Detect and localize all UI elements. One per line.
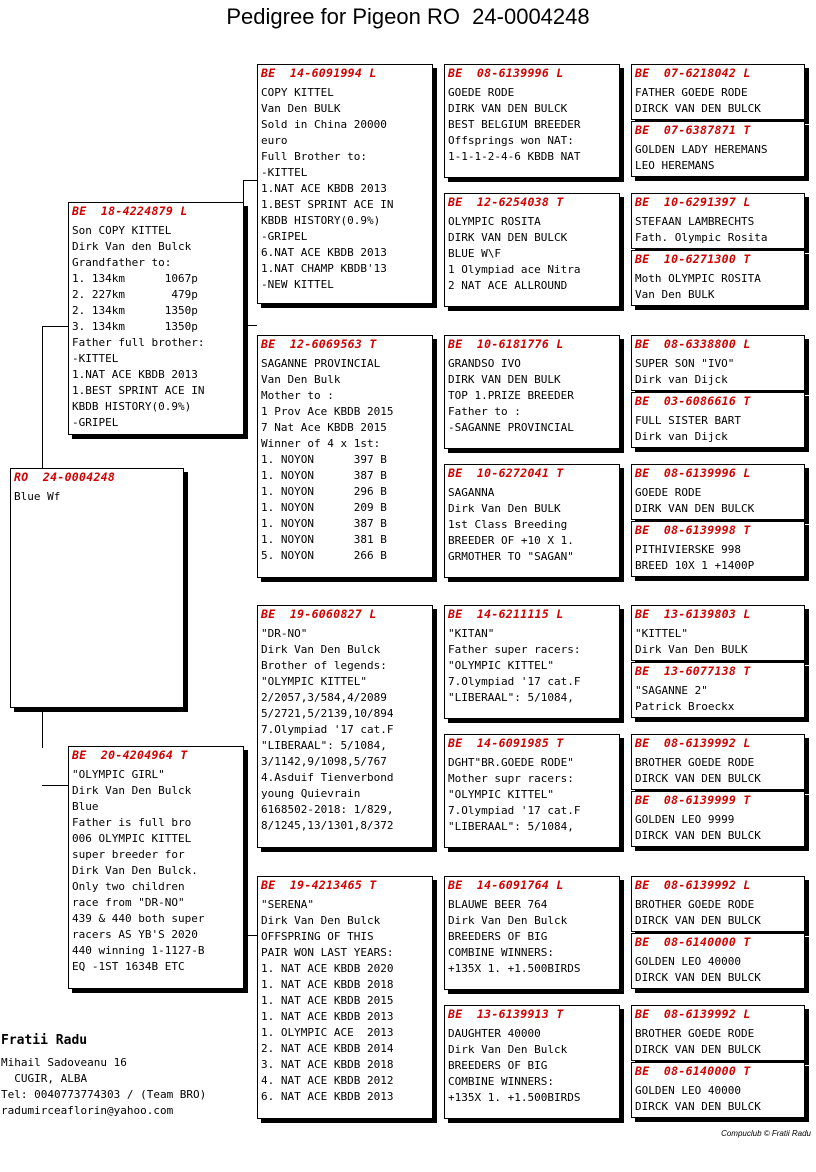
pigeon-info-line: GRMOTHER TO "SAGAN" <box>448 550 574 563</box>
pigeon-info-line: Grandfather to: <box>72 256 172 269</box>
pigeon-info-line: Father to : <box>448 405 521 418</box>
pigeon-info-line: TOP 1.PRIZE BREEDER <box>448 389 574 402</box>
connector-line <box>243 180 257 181</box>
pigeon-info-line: Dirk Van Den BULK <box>448 502 561 515</box>
pigeon-card-dam <box>68 746 244 989</box>
pigeon-info-line: 3. 134km 1350p <box>72 320 198 333</box>
pigeon-info-line: STEFAAN LAMBRECHTS <box>635 215 755 228</box>
pigeon-info-line: 1 Prov Ace KBDB 2015 <box>261 405 394 418</box>
ring-number: BE 10-6291397 L <box>635 195 751 209</box>
pigeon-info-line: OFFSPRING OF THIS <box>261 930 374 943</box>
ring-number: RO 24-0004248 <box>14 470 116 484</box>
pigeon-info-line: GOLDEN LEO 40000 <box>635 1084 741 1097</box>
pigeon-info-line: "KITTEL" <box>635 627 688 640</box>
ring-number: BE 07-6387871 T <box>635 123 751 137</box>
ring-number: BE 10-6272041 T <box>448 466 564 480</box>
pigeon-info-line: "DR-NO" <box>261 627 308 640</box>
pigeon-info-line: 7.Olympiad '17 cat.F <box>261 723 394 736</box>
ring-number: BE 08-6139996 L <box>448 66 564 80</box>
pigeon-info-line: 3. NAT ACE KBDB 2018 <box>261 1058 394 1071</box>
pigeon-info-line: 1. 134km 1067p <box>72 272 198 285</box>
pigeon-info-line: "OLYMPIC KITTEL" <box>448 788 554 801</box>
pigeon-card-ddsd <box>631 933 805 989</box>
pigeon-card-ddd <box>444 1005 620 1119</box>
ring-number: BE 08-6139992 L <box>635 1007 751 1021</box>
pigeon-info-line: BROTHER GOEDE RODE <box>635 1027 755 1040</box>
owner-block <box>1 1033 206 1119</box>
footer-credit: Compuclub © Fratii Radu <box>721 1129 811 1138</box>
pigeon-info-line: Father full brother: <box>72 336 205 349</box>
pigeon-info-line: BROTHER GOEDE RODE <box>635 756 755 769</box>
pigeon-info-line: GOEDE RODE <box>448 86 515 99</box>
pigeon-info-line: Blue <box>72 800 99 813</box>
ring-number: BE 14-6091985 T <box>448 736 564 750</box>
pigeon-info-line: Sold in China 20000 <box>261 118 387 131</box>
pigeon-info-line: 1. NOYON 209 B <box>261 501 387 514</box>
pigeon-info-line: 439 & 440 both super <box>72 912 205 925</box>
pigeon-info-line: +135X 1. +1.500BIRDS <box>448 1091 581 1104</box>
connector-line <box>42 326 69 327</box>
owner-name: Fratii Radu <box>1 1033 88 1048</box>
pigeon-info-line: Dirk Van Den Bulck <box>448 1043 568 1056</box>
ring-number: BE 03-6086616 T <box>635 394 751 408</box>
pigeon-info-line: Fath. Olympic Rosita <box>635 231 768 244</box>
pigeon-info-line: Only two children <box>72 880 185 893</box>
pigeon-info-line: 5. NOYON 266 B <box>261 549 387 562</box>
ring-number: BE 14-6211115 L <box>448 607 564 621</box>
pigeon-info-line: "LIBERAAL": 5/1084, <box>261 739 387 752</box>
pigeon-info-line: Dirk van Dijck <box>635 430 728 443</box>
pigeon-info-line: Father is full bro <box>72 816 192 829</box>
pigeon-card-dsd <box>444 734 620 848</box>
ring-number: BE 08-6139992 L <box>635 736 751 750</box>
pigeon-card-sd <box>257 335 433 578</box>
pigeon-info-line: DIRCK VAN DEN BULCK <box>635 971 761 984</box>
pigeon-info-line: 6. NAT ACE KBDB 2013 <box>261 1090 394 1103</box>
ring-number: BE 13-6139803 L <box>635 607 751 621</box>
pigeon-card-root <box>10 468 184 708</box>
pigeon-info-line: PAIR WON LAST YEARS: <box>261 946 394 959</box>
pigeon-info-line: 7.Olympiad '17 cat.F <box>448 804 581 817</box>
pigeon-info-line: GOEDE RODE <box>635 486 702 499</box>
pigeon-info-line: "OLYMPIC KITTEL" <box>261 675 367 688</box>
ring-number: BE 20-4204964 T <box>72 748 188 762</box>
pigeon-info-line: DIRK VAN DEN BULCK <box>448 102 568 115</box>
pigeon-info-line: -GRIPEL <box>72 416 119 429</box>
pigeon-info-line: GRANDSO IVO <box>448 357 521 370</box>
ring-number: BE 14-6091764 L <box>448 878 564 892</box>
pigeon-info-line: KBDB HISTORY(0.9%) <box>72 400 192 413</box>
pigeon-info-line: 1.BEST SPRINT ACE IN <box>72 384 205 397</box>
pigeon-info-line: "LIBERAAL": 5/1084, <box>448 820 574 833</box>
pigeon-info-line: 2. 227km 479p <box>72 288 198 301</box>
pigeon-card-dsds <box>631 734 805 790</box>
pigeon-info-line: young Quievrain <box>261 787 361 800</box>
pigeon-info-line: 7.Olympiad '17 cat.F <box>448 675 581 688</box>
pigeon-info-line: 2/2057,3/584,4/2089 <box>261 691 387 704</box>
pigeon-info-line: BROTHER GOEDE RODE <box>635 898 755 911</box>
pigeon-info-line: 1.NAT ACE KBDB 2013 <box>72 368 198 381</box>
pigeon-info-line: LEO HEREMANS <box>635 159 715 172</box>
pigeon-info-line: BLUE W\F <box>448 247 501 260</box>
pigeon-info-line: 1. NOYON 397 B <box>261 453 387 466</box>
pigeon-info-line: 4. NAT ACE KBDB 2012 <box>261 1074 394 1087</box>
pigeon-info-line: -SAGANNE PROVINCIAL <box>448 421 574 434</box>
pigeon-card-ddss <box>631 876 805 932</box>
pigeon-info-line: "KITAN" <box>448 627 495 640</box>
pigeon-info-line: COMBINE WINNERS: <box>448 946 554 959</box>
pigeon-card-dds <box>444 876 620 990</box>
pigeon-card-ss <box>257 64 433 304</box>
pigeon-info-line: Dirk Van Den Bulck <box>72 784 192 797</box>
pigeon-card-sss <box>444 64 620 178</box>
pigeon-info-line: GOLDEN LADY HEREMANS <box>635 143 768 156</box>
pigeon-info-line: Moth OLYMPIC ROSITA <box>635 272 761 285</box>
pigeon-info-line: Dirk Van den Bulck <box>72 240 192 253</box>
pigeon-info-line: FULL SISTER BART <box>635 414 741 427</box>
pigeon-info-line: 1 Olympiad ace Nitra <box>448 263 581 276</box>
owner-email-line: radumirceaflorin@yahoo.com <box>1 1104 174 1117</box>
pigeon-info-line: 1. NAT ACE KBDB 2015 <box>261 994 394 1007</box>
pigeon-info-line: 6.NAT ACE KBDB 2013 <box>261 246 387 259</box>
ring-number: BE 13-6077138 T <box>635 664 751 678</box>
ring-number: BE 08-6139992 L <box>635 878 751 892</box>
pigeon-info-line: Father super racers: <box>448 643 581 656</box>
pigeon-info-line: SAGANNA <box>448 486 495 499</box>
pigeon-card-dsss <box>631 605 805 661</box>
pigeon-info-line: Dirk Van Den Bulck. <box>72 864 198 877</box>
pigeon-info-line: -KITTEL <box>261 166 308 179</box>
owner-phone-line: Tel: 0040773774303 / (Team BRO) <box>1 1088 207 1101</box>
pigeon-card-ssds <box>631 193 805 249</box>
pigeon-info-line: 1-1-1-2-4-6 KBDB NAT <box>448 150 581 163</box>
pigeon-info-line: PITHIVIERSKE 998 <box>635 543 741 556</box>
pigeon-info-line: BREEDERS OF BIG <box>448 930 548 943</box>
connector-line <box>243 935 257 936</box>
connector-line <box>42 785 69 786</box>
pigeon-card-sddd <box>631 521 805 577</box>
pigeon-card-dsdd <box>631 791 805 847</box>
pigeon-info-line: "OLYMPIC KITTEL" <box>448 659 554 672</box>
pigeon-info-line: KBDB HISTORY(0.9%) <box>261 214 381 227</box>
pigeon-info-line: 1. NAT ACE KBDB 2013 <box>261 1010 394 1023</box>
pigeon-info-line: DIRCK VAN DEN BULCK <box>635 102 761 115</box>
owner-city-line: CUGIR, ALBA <box>1 1072 88 1085</box>
pigeon-info-line: euro <box>261 134 288 147</box>
pigeon-info-line: DIRCK VAN DEN BULCK <box>635 1043 761 1056</box>
pigeon-info-line: 3/1142,9/1098,5/767 <box>261 755 387 768</box>
pigeon-info-line: 2. 134km 1350p <box>72 304 198 317</box>
pigeon-card-sdss <box>631 335 805 391</box>
pigeon-info-line: racers AS YB'S 2020 <box>72 928 198 941</box>
pigeon-info-line: GOLDEN LEO 40000 <box>635 955 741 968</box>
pigeon-card-sdds <box>631 464 805 520</box>
pigeon-info-line: 1. NAT ACE KBDB 2020 <box>261 962 394 975</box>
pigeon-info-line: SUPER SON "IVO" <box>635 357 735 370</box>
pigeon-info-line: "LIBERAAL": 5/1084, <box>448 691 574 704</box>
pigeon-info-line: Van Den Bulk <box>261 373 341 386</box>
ring-number: BE 10-6271300 T <box>635 252 751 266</box>
connector-line <box>42 710 43 748</box>
pigeon-info-line: COPY KITTEL <box>261 86 334 99</box>
ring-number: BE 18-4224879 L <box>72 204 188 218</box>
connector-line <box>243 325 257 326</box>
ring-number: BE 08-6139999 T <box>635 793 751 807</box>
pigeon-card-ds <box>257 605 433 848</box>
pigeon-info-line: 1st Class Breeding <box>448 518 568 531</box>
pigeon-info-line: Blue Wf <box>14 490 61 503</box>
pigeon-card-sire <box>68 202 244 435</box>
pigeon-info-line: Patrick Broeckx <box>635 700 735 713</box>
pigeon-info-line: Mother supr racers: <box>448 772 574 785</box>
pigeon-info-line: Van Den BULK <box>635 288 715 301</box>
pigeon-card-dssd <box>631 662 805 718</box>
ring-number: BE 08-6140000 T <box>635 935 751 949</box>
pigeon-info-line: Son COPY KITTEL <box>72 224 172 237</box>
pigeon-info-line: 1. NAT ACE KBDB 2018 <box>261 978 394 991</box>
pigeon-info-line: DIRCK VAN DEN BULCK <box>635 772 761 785</box>
pigeon-info-line: DIRK VAN DEN BULCK <box>448 231 568 244</box>
pigeon-info-line: 006 OLYMPIC KITTEL <box>72 832 192 845</box>
pigeon-info-line: 5/2721,5/2139,10/894 <box>261 707 394 720</box>
pigeon-info-line: Winner of 4 x 1st: <box>261 437 381 450</box>
pigeon-info-line: BEST BELGIUM BREEDER <box>448 118 581 131</box>
page-title: Pedigree for Pigeon RO 24-0004248 <box>226 4 590 29</box>
pigeon-info-line: 4.Asduif Tienverbond <box>261 771 394 784</box>
pigeon-info-line: DIRCK VAN DEN BULCK <box>635 1100 761 1113</box>
pigeon-info-line: -KITTEL <box>72 352 119 365</box>
pigeon-info-line: Mother to : <box>261 389 334 402</box>
pigeon-info-line: 6168502-2018: 1/829, <box>261 803 394 816</box>
pigeon-info-line: 2. NAT ACE KBDB 2014 <box>261 1042 394 1055</box>
pigeon-info-line: COMBINE WINNERS: <box>448 1075 554 1088</box>
pigeon-info-line: 1. NOYON 381 B <box>261 533 387 546</box>
pigeon-info-line: DIRK VAN DEN BULK <box>448 373 561 386</box>
pigeon-info-line: Van Den BULK <box>261 102 341 115</box>
ring-number: BE 12-6254038 T <box>448 195 564 209</box>
pigeon-info-line: BLAUWE BEER 764 <box>448 898 548 911</box>
pigeon-info-line: Full Brother to: <box>261 150 367 163</box>
owner-address-line: Mihail Sadoveanu 16 <box>1 1056 127 1069</box>
pigeon-info-line: 1. NOYON 387 B <box>261 517 387 530</box>
pigeon-info-line: 1. OLYMPIC ACE 2013 <box>261 1026 394 1039</box>
pigeon-info-line: DIRK VAN DEN BULCK <box>635 502 755 515</box>
pigeon-info-line: Offsprings won NAT: <box>448 134 574 147</box>
pigeon-info-line: Dirk Van Den Bulck <box>261 914 381 927</box>
ring-number: BE 08-6139998 T <box>635 523 751 537</box>
pigeon-info-line: "SAGANNE 2" <box>635 684 708 697</box>
pigeon-card-ssdd <box>631 250 805 306</box>
pigeon-card-sds <box>444 335 620 449</box>
pigeon-info-line: -NEW KITTEL <box>261 278 334 291</box>
pigeon-info-line: BREEDER OF +10 X 1. <box>448 534 574 547</box>
ring-number: BE 12-6069563 T <box>261 337 377 351</box>
pigeon-info-line: 440 winning 1-1127-B <box>72 944 205 957</box>
ring-number: BE 13-6139913 T <box>448 1007 564 1021</box>
pigeon-card-ssd <box>444 193 620 307</box>
pigeon-info-line: 1.NAT CHAMP KBDB'13 <box>261 262 387 275</box>
ring-number: BE 10-6181776 L <box>448 337 564 351</box>
pigeon-info-line: OLYMPIC ROSITA <box>448 215 541 228</box>
pigeon-info-line: +135X 1. +1.500BIRDS <box>448 962 581 975</box>
pigeon-card-ddds <box>631 1005 805 1061</box>
connector-line <box>42 326 43 469</box>
pigeon-info-line: EQ -1ST 1634B ETC <box>72 960 185 973</box>
pigeon-info-line: -GRIPEL <box>261 230 308 243</box>
pigeon-info-line: 7 Nat Ace KBDB 2015 <box>261 421 387 434</box>
pigeon-card-sdsd <box>631 392 805 448</box>
pigeon-info-line: Dirk Van Den BULK <box>635 643 748 656</box>
pigeon-info-line: DGHT"BR.GOEDE RODE" <box>448 756 574 769</box>
pigeon-card-ssss <box>631 64 805 120</box>
pigeon-info-line: BREED 10X 1 +1400P <box>635 559 755 572</box>
pigeon-info-line: 1.BEST SPRINT ACE IN <box>261 198 394 211</box>
pigeon-info-line: Dirk Van Den Bulck <box>448 914 568 927</box>
pigeon-card-sssd <box>631 121 805 177</box>
pigeon-info-line: 2 NAT ACE ALLROUND <box>448 279 568 292</box>
pigeon-card-dd <box>257 876 433 1119</box>
pigeon-info-line: 1.NAT ACE KBDB 2013 <box>261 182 387 195</box>
pigeon-info-line: FATHER GOEDE RODE <box>635 86 748 99</box>
pigeon-info-line: Dirk Van Den Bulck <box>261 643 381 656</box>
pigeon-info-line: SAGANNE PROVINCIAL <box>261 357 381 370</box>
pigeon-info-line: 1. NOYON 296 B <box>261 485 387 498</box>
pigeon-info-line: Brother of legends: <box>261 659 387 672</box>
ring-number: BE 08-6139996 L <box>635 466 751 480</box>
pigeon-info-line: BREEDERS OF BIG <box>448 1059 548 1072</box>
ring-number: BE 08-6338800 L <box>635 337 751 351</box>
pigeon-info-line: "OLYMPIC GIRL" <box>72 768 165 781</box>
ring-number: BE 19-4213465 T <box>261 878 377 892</box>
ring-number: BE 14-6091994 L <box>261 66 377 80</box>
pigeon-info-line: Dirk van Dijck <box>635 373 728 386</box>
ring-number: BE 19-6060827 L <box>261 607 377 621</box>
pigeon-info-line: DAUGHTER 40000 <box>448 1027 541 1040</box>
pigeon-info-line: race from "DR-NO" <box>72 896 185 909</box>
pigeon-info-line: DIRCK VAN DEN BULCK <box>635 829 761 842</box>
pigeon-info-line: DIRCK VAN DEN BULCK <box>635 914 761 927</box>
ring-number: BE 08-6140000 T <box>635 1064 751 1078</box>
pigeon-info-line: 8/1245,13/1301,8/372 <box>261 819 394 832</box>
pigeon-info-line: super breeder for <box>72 848 185 861</box>
pigeon-info-line: GOLDEN LEO 9999 <box>635 813 735 826</box>
ring-number: BE 07-6218042 L <box>635 66 751 80</box>
pigeon-card-dss <box>444 605 620 719</box>
pigeon-info-line: 1. NOYON 387 B <box>261 469 387 482</box>
pigeon-info-line: "SERENA" <box>261 898 314 911</box>
pigeon-card-dddd <box>631 1062 805 1118</box>
pigeon-card-sdd <box>444 464 620 578</box>
